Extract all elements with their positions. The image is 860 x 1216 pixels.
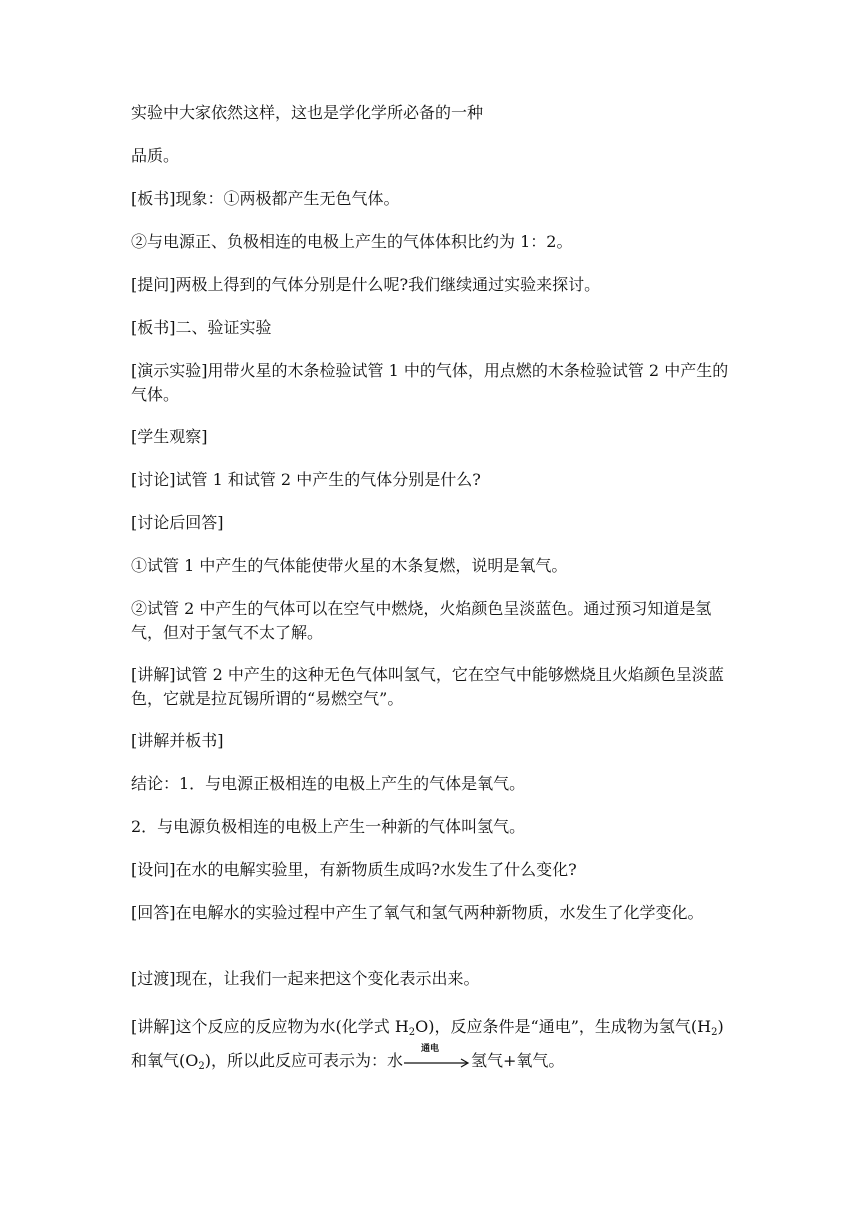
paragraph: [讲解并板书] (131, 731, 224, 750)
paragraph: [回答]在电解水的实验过程中产生了氧气和氢气两种新物质，水发生了化学变化。 (131, 903, 704, 922)
paragraph: [学生观察] (131, 427, 208, 446)
paragraph: [讲解]试管 2 中产生的这种无色气体叫氢气，它在空气中能够燃烧且火焰颜色呈淡蓝色，它就是拉瓦锡所谓的“易燃空气”。 (131, 665, 724, 708)
paragraph: [讨论]试管 1 和试管 2 中产生的气体分别是什么? (131, 470, 481, 489)
subscript: 2 (408, 1027, 416, 1038)
paragraph: [设问]在水的电解实验里，有新物质生成吗?水发生了什么变化? (131, 860, 577, 879)
paragraph: ②与电源正、负极相连的电极上产生的气体体积比约为 1：2。 (131, 232, 573, 251)
reaction-condition: 通电 (421, 1043, 440, 1054)
paragraph: ①试管 1 中产生的气体能使带火星的木条复燃，说明是氧气。 (131, 556, 568, 575)
paragraph: [板书]二、验证实验 (131, 318, 272, 337)
paragraph: 品质。 (131, 146, 180, 165)
paragraph: [过渡]现在，让我们一起来把这个变化表示出来。 (131, 969, 480, 988)
subscript: 2 (711, 1027, 718, 1038)
paragraph: [演示实验]用带火星的木条检验试管 1 中的气体，用点燃的木条检验试管 2 中产生的气体。 (131, 361, 729, 404)
paragraph: 2．与电源负极相连的电极上产生一种新的气体叫氢气。 (131, 817, 526, 836)
subscript: 2 (198, 1061, 205, 1072)
text: )和氧气(O (131, 1017, 724, 1070)
text: )，所以此反应可表示为：水 (204, 1051, 403, 1070)
paragraph: 实验中大家依然这样，这也是学化学所必备的一种 (131, 103, 484, 122)
paragraph: 结论：1．与电源正极相连的电极上产生的气体是氧气。 (131, 774, 526, 793)
paragraph: [提问]两极上得到的气体分别是什么呢?我们继续通过实验来探讨。 (131, 275, 601, 294)
paragraph-equation (131, 1010, 731, 1078)
reaction-arrow-icon (403, 1043, 471, 1074)
paragraph: [讨论后回答] (131, 513, 224, 532)
paragraph: [板书]现象：①两极都产生无色气体。 (131, 189, 400, 208)
text: O)，反应条件是“通电”，生成物为氢气(H (415, 1017, 712, 1036)
text: [讲解]这个反应的反应物为水(化学式 H (131, 1017, 409, 1036)
text: 氢气+氧气。 (471, 1051, 565, 1070)
paragraph: ②试管 2 中产生的气体可以在空气中燃烧，火焰颜色呈淡蓝色。通过预习知道是氢气，但对于氢气不太了解。 (131, 599, 712, 642)
